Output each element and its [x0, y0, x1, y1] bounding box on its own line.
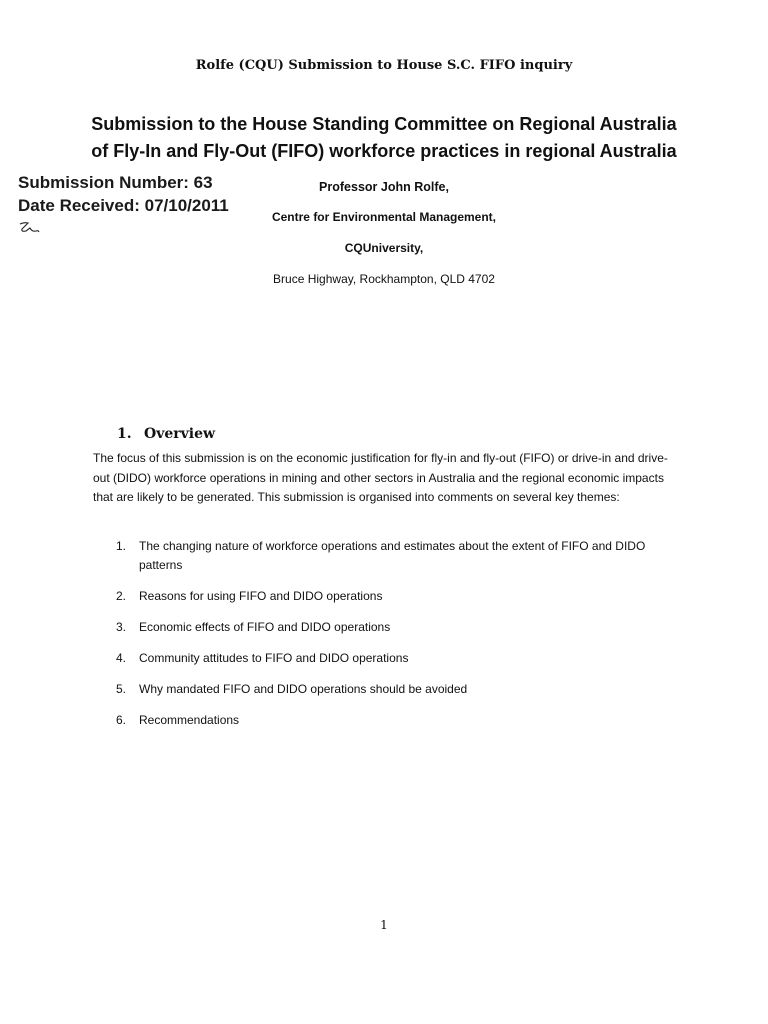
- list-item-text: Community attitudes to FIFO and DIDO operations: [139, 651, 409, 665]
- list-item: [116, 711, 676, 730]
- list-item-number: 5.: [116, 682, 127, 696]
- list-item-text: Economic effects of FIFO and DIDO operations: [139, 620, 391, 634]
- document-title-line-1: Submission to the House Standing Committee on Regional Australia: [91, 114, 677, 134]
- list-item-number: 6.: [116, 713, 127, 727]
- date-received-stamp: Date Received: 07/10/2011: [18, 196, 229, 215]
- list-item: [116, 587, 676, 606]
- list-item-number: 1.: [116, 539, 127, 553]
- list-item-text: Why mandated FIFO and DIDO operations should be avoided: [139, 682, 468, 696]
- list-item: [116, 537, 676, 575]
- running-header: Rolfe (CQU) Submission to House S.C. FIFO inquiry: [195, 58, 573, 73]
- list-item-number: 3.: [116, 620, 127, 634]
- list-item-text: Reasons for using FIFO and DIDO operations: [139, 589, 383, 603]
- author-university: CQUniversity,: [344, 241, 424, 255]
- overview-paragraph: The focus of this submission is on the economic justification for fly-in and fly-out (FIFO) or drive-in and drive-out (DIDO) workforce operations in mining and other sectors in Australia and the regional economic impacts that are likely to be generated. This submission is organised into comments on several key themes:: [93, 451, 668, 504]
- list-item: [116, 680, 676, 699]
- list-item-text: Recommendations: [139, 713, 240, 727]
- page-number: 1: [380, 918, 388, 932]
- section-number: 1.: [117, 426, 132, 442]
- list-item-text: The changing nature of workforce operations and estimates about the extent of FIFO and DIDO patterns: [139, 539, 646, 572]
- document-title-line-2: of Fly-In and Fly-Out (FIFO) workforce practices in regional Australia: [91, 141, 677, 161]
- initials-signature-icon: [18, 220, 42, 236]
- list-item-number: 4.: [116, 651, 127, 665]
- section-title: Overview: [144, 426, 216, 442]
- submission-number-stamp: Submission Number: 63: [18, 173, 213, 192]
- author-centre: Centre for Environmental Management,: [271, 210, 497, 224]
- theme-list: [116, 537, 676, 742]
- author-name: Professor John Rolfe,: [319, 180, 449, 194]
- list-item-number: 2.: [116, 589, 127, 603]
- section-heading: [117, 426, 215, 442]
- list-item: [116, 649, 676, 668]
- author-address: Bruce Highway, Rockhampton, QLD 4702: [273, 272, 495, 286]
- list-item: [116, 618, 676, 637]
